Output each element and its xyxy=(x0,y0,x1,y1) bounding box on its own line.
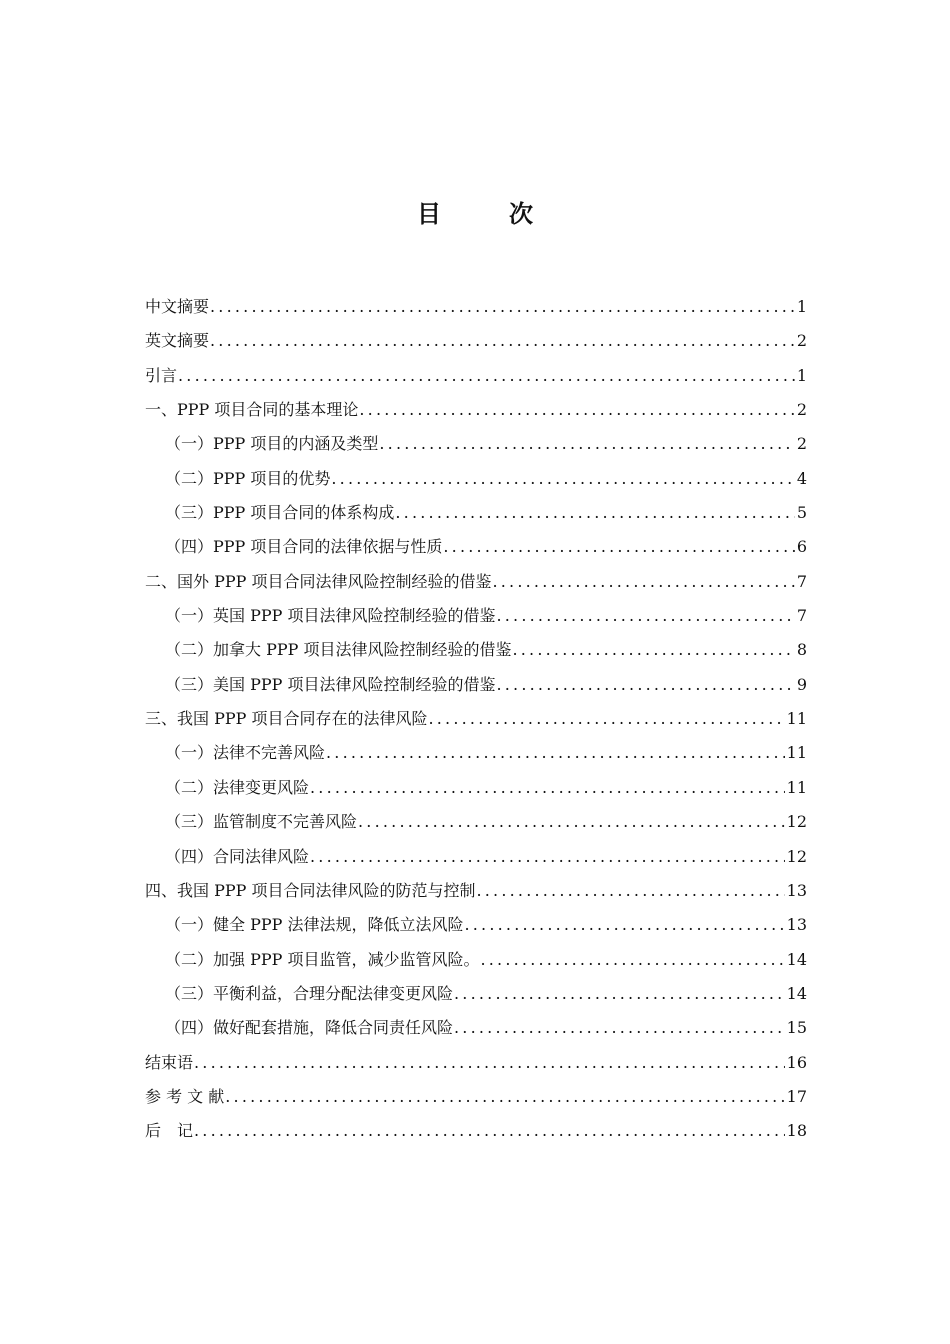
toc-page-number: 12 xyxy=(786,846,807,866)
toc-leader-dots xyxy=(496,668,794,702)
toc-entry-text: （三）监管制度不完善风险 xyxy=(165,812,358,832)
toc-entry-text: （四）合同法律风险 xyxy=(165,846,310,866)
toc-entry[interactable] xyxy=(145,771,807,805)
toc-entry[interactable] xyxy=(145,427,807,461)
toc-page-number: 14 xyxy=(786,949,807,969)
toc-entry[interactable] xyxy=(145,908,807,942)
toc-page-number: 8 xyxy=(796,640,807,660)
toc-list xyxy=(145,290,807,1149)
toc-leader-dots xyxy=(379,427,794,461)
toc-entry-text: （二）加强 PPP 项目监管，减少监管风险。 xyxy=(165,949,480,969)
toc-leader-dots xyxy=(454,1011,785,1045)
toc-leader-dots xyxy=(492,565,794,599)
toc-leader-dots xyxy=(464,908,784,942)
toc-entry-text: 二、国外 PPP 项目合同法律风险控制经验的借鉴 xyxy=(145,571,492,591)
toc-entry[interactable] xyxy=(145,943,807,977)
toc-entry-text: （一）健全 PPP 法律法规，降低立法风险 xyxy=(165,915,464,935)
toc-entry-text: 结束语 xyxy=(145,1052,194,1072)
toc-page-number: 2 xyxy=(796,434,807,454)
toc-page-number: 11 xyxy=(786,777,807,797)
toc-entry-text: 四、我国 PPP 项目合同法律风险的防范与控制 xyxy=(145,880,476,900)
toc-leader-dots xyxy=(225,1080,784,1114)
toc-leader-dots xyxy=(359,393,794,427)
toc-entry[interactable] xyxy=(145,324,807,358)
toc-entry-text: （三）PPP 项目合同的体系构成 xyxy=(165,503,395,523)
toc-page-number: 6 xyxy=(796,537,807,557)
toc-entry-text: 三、我国 PPP 项目合同存在的法律风险 xyxy=(145,709,428,729)
toc-entry-text: （三）美国 PPP 项目法律风险控制经验的借鉴 xyxy=(165,674,496,694)
toc-entry-text: 参 考 文 献 xyxy=(145,1086,225,1106)
toc-leader-dots xyxy=(512,633,794,667)
toc-title: 目 次 xyxy=(417,199,555,228)
toc-page-number: 11 xyxy=(786,709,807,729)
toc-entry-text: （二）法律变更风险 xyxy=(165,777,310,797)
toc-leader-dots xyxy=(454,977,785,1011)
toc-page-number: 1 xyxy=(796,365,807,385)
toc-entry-text: （二）PPP 项目的优势 xyxy=(165,468,331,488)
toc-entry-text: 中文摘要 xyxy=(145,297,210,316)
toc-leader-dots xyxy=(194,1046,785,1080)
toc-page-number: 7 xyxy=(796,606,807,626)
toc-page-number: 16 xyxy=(786,1052,807,1072)
toc-page-number: 13 xyxy=(786,915,807,935)
toc-page-number: 2 xyxy=(796,331,807,351)
toc-leader-dots xyxy=(496,599,794,633)
toc-entry[interactable] xyxy=(145,359,807,393)
toc-entry[interactable] xyxy=(145,736,807,770)
toc-entry-text: （四）PPP 项目合同的法律依据与性质 xyxy=(165,537,443,557)
toc-entry[interactable] xyxy=(145,496,807,530)
toc-entry[interactable] xyxy=(145,668,807,702)
toc-entry[interactable] xyxy=(145,977,807,1011)
toc-entry[interactable] xyxy=(145,840,807,874)
toc-entry-text: （一）英国 PPP 项目法律风险控制经验的借鉴 xyxy=(165,606,496,626)
toc-leader-dots xyxy=(395,496,794,530)
toc-leader-dots xyxy=(476,874,784,908)
toc-entry[interactable] xyxy=(145,1011,807,1045)
toc-page-number: 7 xyxy=(796,571,807,591)
toc-page-number: 11 xyxy=(786,743,807,763)
toc-entry[interactable] xyxy=(145,1080,807,1114)
toc-leader-dots xyxy=(178,359,795,393)
toc-leader-dots xyxy=(310,840,785,874)
toc-entry[interactable] xyxy=(145,1114,807,1148)
toc-entry[interactable] xyxy=(145,393,807,427)
toc-leader-dots xyxy=(326,736,785,770)
toc-entry-text: （三）平衡利益，合理分配法律变更风险 xyxy=(165,983,454,1003)
toc-entry-text: （二）加拿大 PPP 项目法律风险控制经验的借鉴 xyxy=(165,640,512,660)
toc-entry-text: 后 记 xyxy=(145,1121,194,1141)
toc-page-number: 17 xyxy=(786,1086,807,1106)
toc-page-number: 1 xyxy=(796,297,807,316)
toc-entry[interactable] xyxy=(145,290,807,324)
toc-leader-dots xyxy=(358,805,785,839)
toc-entry[interactable] xyxy=(145,599,807,633)
toc-entry[interactable] xyxy=(145,805,807,839)
toc-leader-dots xyxy=(480,943,784,977)
toc-leader-dots xyxy=(194,1114,785,1148)
toc-entry-text: 一、PPP 项目合同的基本理论 xyxy=(145,400,359,420)
toc-leader-dots xyxy=(210,324,795,358)
toc-page-number: 4 xyxy=(796,468,807,488)
toc-entry[interactable] xyxy=(145,565,807,599)
toc-entry-text: （一）PPP 项目的内涵及类型 xyxy=(165,434,379,454)
toc-page-number: 2 xyxy=(796,400,807,420)
toc-leader-dots xyxy=(310,771,785,805)
toc-entry[interactable] xyxy=(145,530,807,564)
toc-leader-dots xyxy=(443,530,794,564)
toc-page-number: 14 xyxy=(786,983,807,1003)
toc-entry[interactable] xyxy=(145,874,807,908)
toc-page-number: 5 xyxy=(796,503,807,523)
toc-entry[interactable] xyxy=(145,1046,807,1080)
toc-entry-text: （四）做好配套措施，降低合同责任风险 xyxy=(165,1018,454,1038)
toc-entry[interactable] xyxy=(145,462,807,496)
toc-page-number: 13 xyxy=(786,880,807,900)
toc-page-number: 15 xyxy=(786,1018,807,1038)
toc-page-number: 12 xyxy=(786,812,807,832)
toc-page-number: 9 xyxy=(796,674,807,694)
toc-page-number: 18 xyxy=(786,1121,807,1141)
toc-entry[interactable] xyxy=(145,633,807,667)
toc-leader-dots xyxy=(210,290,795,324)
toc-entry[interactable] xyxy=(145,702,807,736)
toc-entry-text: 引言 xyxy=(145,365,178,385)
toc-leader-dots xyxy=(428,702,784,736)
toc-entry-text: （一）法律不完善风险 xyxy=(165,743,326,763)
toc-leader-dots xyxy=(331,462,794,496)
toc-entry-text: 英文摘要 xyxy=(145,331,210,351)
